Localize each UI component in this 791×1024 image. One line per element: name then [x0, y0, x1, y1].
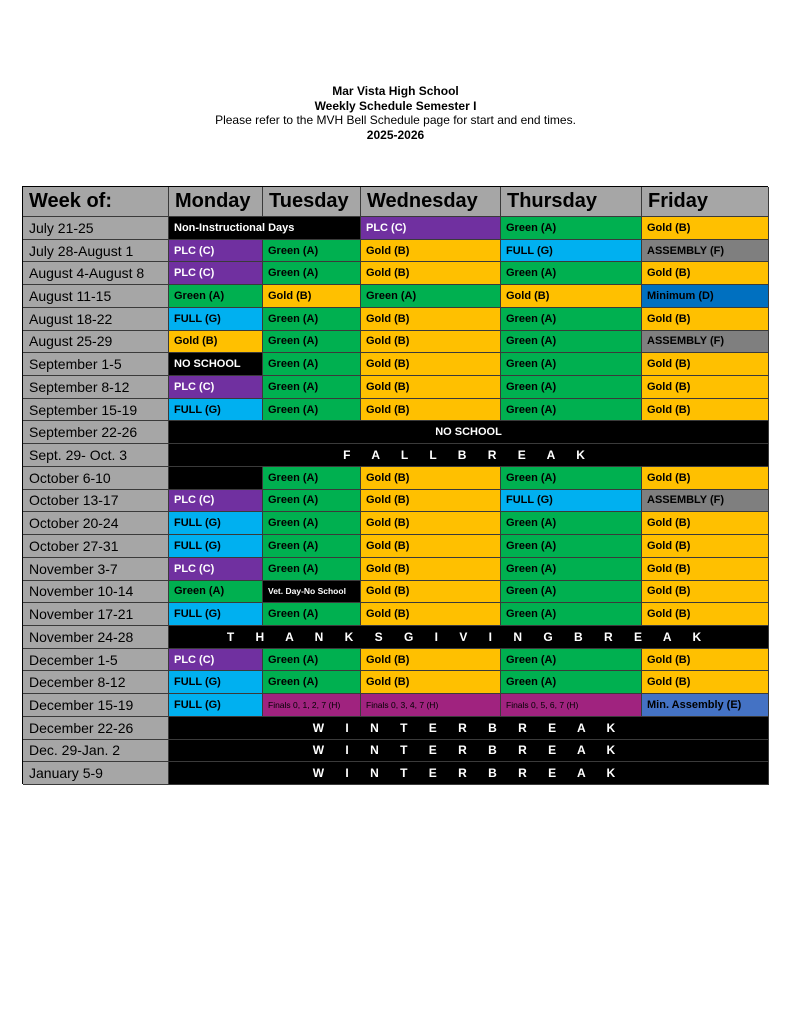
schedule-cell: PLC (C)	[169, 240, 263, 263]
schedule-cell: PLC (C)	[361, 217, 501, 240]
column-header-week: Week of:	[23, 187, 169, 217]
schedule-cell: Gold (B)	[361, 581, 501, 604]
schedule-cell: Gold (B)	[642, 512, 769, 535]
schedule-cell: Gold (B)	[642, 649, 769, 672]
schedule-note: Please refer to the MVH Bell Schedule page for start and end times.	[215, 113, 576, 127]
schedule-cell: Gold (B)	[361, 512, 501, 535]
schedule-cell: Green (A)	[501, 399, 642, 422]
schedule-cell: ASSEMBLY (F)	[642, 240, 769, 263]
week-label: Sept. 29- Oct. 3	[23, 444, 169, 467]
school-year: 2025-2026	[366, 127, 425, 142]
schedule-cell: Green (A)	[501, 376, 642, 399]
schedule-cell: Green (A)	[263, 558, 361, 581]
schedule-cell: Green (A)	[501, 581, 642, 604]
schedule-cell: FULL (G)	[169, 694, 263, 717]
schedule-cell: FULL (G)	[169, 671, 263, 694]
schedule-cell: Green (A)	[263, 512, 361, 535]
schedule-cell: PLC (C)	[169, 376, 263, 399]
schedule-cell: Green (A)	[501, 262, 642, 285]
week-label: December 22-26	[23, 717, 169, 740]
schedule-cell: Gold (B)	[361, 603, 501, 626]
schedule-cell: Gold (B)	[642, 603, 769, 626]
schedule-cell: Gold (B)	[501, 285, 642, 308]
column-header-thursday: Thursday	[501, 187, 642, 217]
week-label: July 21-25	[23, 217, 169, 240]
schedule-title: Weekly Schedule Semester I	[314, 98, 477, 113]
schedule-cell: Gold (B)	[361, 671, 501, 694]
schedule-cell: ASSEMBLY (F)	[642, 331, 769, 354]
week-label: September 1-5	[23, 353, 169, 376]
schedule-cell: Green (A)	[263, 331, 361, 354]
schedule-cell: FULL (G)	[169, 603, 263, 626]
schedule-cell: Gold (B)	[642, 353, 769, 376]
schedule-cell: FULL (G)	[169, 512, 263, 535]
document-header	[0, 84, 791, 142]
week-label: September 22-26	[23, 421, 169, 444]
schedule-cell: Green (A)	[263, 308, 361, 331]
schedule-cell: Green (A)	[501, 649, 642, 672]
schedule-cell: Green (A)	[263, 376, 361, 399]
schedule-cell: Green (A)	[169, 581, 263, 604]
schedule-cell: Green (A)	[501, 467, 642, 490]
schedule-cell: Green (A)	[263, 649, 361, 672]
week-label: August 4-August 8	[23, 262, 169, 285]
schedule-cell: Gold (B)	[642, 376, 769, 399]
schedule-cell: Green (A)	[501, 217, 642, 240]
schedule-cell: Gold (B)	[642, 558, 769, 581]
schedule-cell: Min. Assembly (E)	[642, 694, 769, 717]
schedule-cell: PLC (C)	[169, 262, 263, 285]
schedule-cell: Gold (B)	[642, 535, 769, 558]
schedule-cell: Gold (B)	[169, 331, 263, 354]
schedule-cell: Gold (B)	[361, 558, 501, 581]
schedule-cell: Green (A)	[501, 331, 642, 354]
schedule-cell: Gold (B)	[361, 240, 501, 263]
schedule-cell: Green (A)	[263, 240, 361, 263]
week-label: September 8-12	[23, 376, 169, 399]
column-header-tuesday: Tuesday	[263, 187, 361, 217]
schedule-cell: Green (A)	[263, 671, 361, 694]
schedule-cell: Gold (B)	[361, 308, 501, 331]
schedule-cell: Gold (B)	[361, 399, 501, 422]
winter-break-banner: W I N T E R B R E A K	[169, 740, 769, 763]
schedule-cell: Green (A)	[263, 262, 361, 285]
week-label: October 13-17	[23, 490, 169, 513]
week-label: January 5-9	[23, 762, 169, 785]
week-label: December 1-5	[23, 649, 169, 672]
schedule-cell: FULL (G)	[501, 490, 642, 513]
week-label: November 17-21	[23, 603, 169, 626]
week-label: September 15-19	[23, 399, 169, 422]
week-label: August 18-22	[23, 308, 169, 331]
schedule-cell: FULL (G)	[501, 240, 642, 263]
week-label: December 15-19	[23, 694, 169, 717]
schedule-cell: Green (A)	[501, 353, 642, 376]
no-school-cell: NO SCHOOL	[169, 353, 263, 376]
schedule-cell: Green (A)	[263, 467, 361, 490]
schedule-cell: Gold (B)	[361, 490, 501, 513]
column-header-monday: Monday	[169, 187, 263, 217]
schedule-cell: Gold (B)	[361, 535, 501, 558]
schedule-cell: Green (A)	[501, 308, 642, 331]
schedule-cell: Green (A)	[263, 603, 361, 626]
non-instructional-cell: Non-Instructional Days	[169, 217, 361, 240]
finals-cell: Finals 0, 3, 4, 7 (H)	[361, 694, 501, 717]
schedule-cell: Gold (B)	[361, 376, 501, 399]
schedule-cell: Gold (B)	[642, 217, 769, 240]
schedule-cell: Gold (B)	[361, 353, 501, 376]
schedule-cell: PLC (C)	[169, 649, 263, 672]
schedule-cell: Gold (B)	[642, 581, 769, 604]
week-label: November 10-14	[23, 581, 169, 604]
finals-cell: Finals 0, 5, 6, 7 (H)	[501, 694, 642, 717]
fall-break-banner: F A L L B R E A K	[169, 444, 769, 467]
schedule-cell: Minimum (D)	[642, 285, 769, 308]
week-label: November 3-7	[23, 558, 169, 581]
week-label: August 11-15	[23, 285, 169, 308]
schedule-cell: Gold (B)	[361, 467, 501, 490]
schedule-cell: Green (A)	[263, 535, 361, 558]
column-header-friday: Friday	[642, 187, 769, 217]
schedule-cell: Green (A)	[501, 535, 642, 558]
column-header-wednesday: Wednesday	[361, 187, 501, 217]
week-label: July 28-August 1	[23, 240, 169, 263]
schedule-cell: FULL (G)	[169, 535, 263, 558]
schedule-cell: Green (A)	[501, 603, 642, 626]
schedule-cell: Green (A)	[169, 285, 263, 308]
schedule-cell: Gold (B)	[642, 262, 769, 285]
schedule-cell: Green (A)	[263, 353, 361, 376]
schedule-cell: Green (A)	[501, 671, 642, 694]
school-name: Mar Vista High School	[332, 84, 459, 98]
schedule-cell: Green (A)	[501, 512, 642, 535]
schedule-cell: Green (A)	[263, 490, 361, 513]
schedule-table	[22, 186, 768, 784]
schedule-cell: Gold (B)	[642, 467, 769, 490]
schedule-cell: FULL (G)	[169, 399, 263, 422]
schedule-cell: Green (A)	[361, 285, 501, 308]
schedule-cell: Gold (B)	[642, 399, 769, 422]
blank-cell	[169, 467, 263, 490]
schedule-cell: Green (A)	[501, 558, 642, 581]
schedule-cell: Gold (B)	[361, 262, 501, 285]
schedule-cell: ASSEMBLY (F)	[642, 490, 769, 513]
winter-break-banner: W I N T E R B R E A K	[169, 762, 769, 785]
schedule-cell: Gold (B)	[361, 649, 501, 672]
schedule-cell: FULL (G)	[169, 308, 263, 331]
winter-break-banner: W I N T E R B R E A K	[169, 717, 769, 740]
week-label: October 20-24	[23, 512, 169, 535]
schedule-cell: Gold (B)	[642, 308, 769, 331]
week-label: November 24-28	[23, 626, 169, 649]
week-label: October 27-31	[23, 535, 169, 558]
schedule-cell: PLC (C)	[169, 490, 263, 513]
week-label: Dec. 29-Jan. 2	[23, 740, 169, 763]
thanksgiving-break-banner: T H A N K S G I V I N G B R E A K	[169, 626, 769, 649]
schedule-cell: Green (A)	[263, 399, 361, 422]
no-school-banner: NO SCHOOL	[169, 421, 769, 444]
schedule-cell: PLC (C)	[169, 558, 263, 581]
schedule-cell: Gold (B)	[642, 671, 769, 694]
week-label: October 6-10	[23, 467, 169, 490]
week-label: December 8-12	[23, 671, 169, 694]
vet-day-cell: Vet. Day-No School	[263, 581, 361, 604]
week-label: August 25-29	[23, 331, 169, 354]
schedule-cell: Gold (B)	[263, 285, 361, 308]
finals-cell: Finals 0, 1, 2, 7 (H)	[263, 694, 361, 717]
schedule-cell: Gold (B)	[361, 331, 501, 354]
